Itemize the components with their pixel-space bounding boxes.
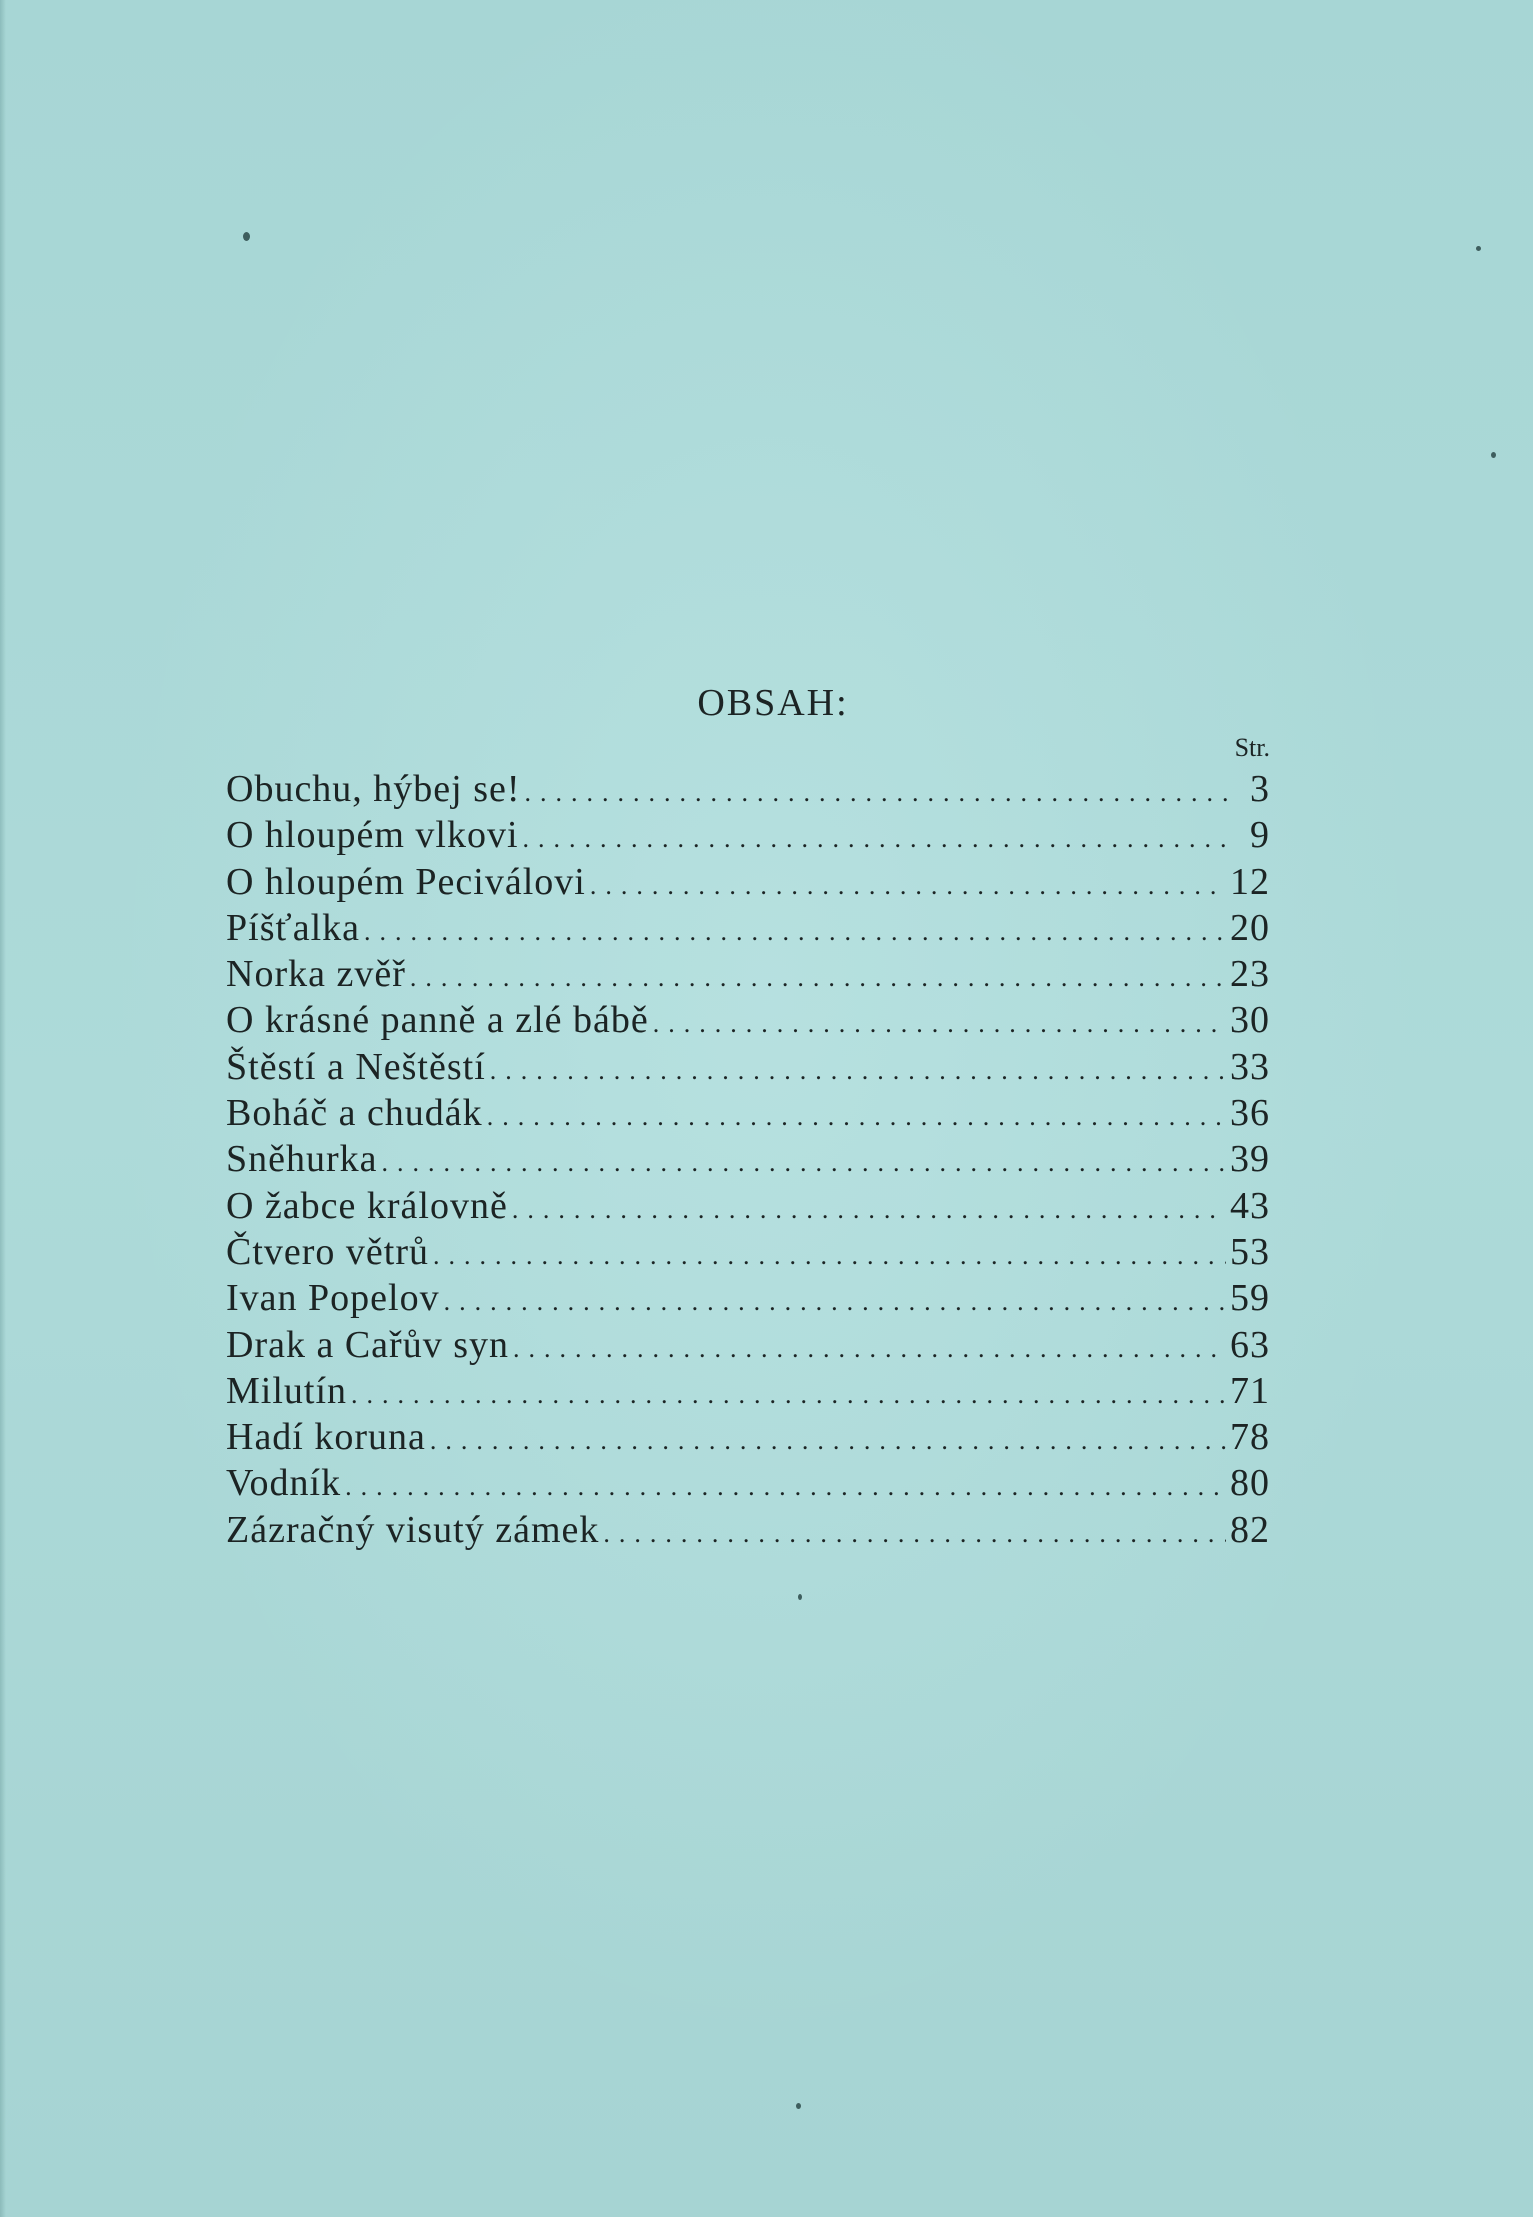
toc-entry-title: Drak a Cařův syn: [226, 1323, 509, 1366]
dot-leader: [653, 1001, 1226, 1047]
paper-speck: [798, 1594, 802, 1600]
toc-entry-page-number: 71: [1230, 1369, 1270, 1412]
toc-entry: [226, 812, 1270, 858]
toc-entry-page-number: 59: [1230, 1277, 1270, 1320]
page-edge: [0, 0, 6, 2217]
toc-entry: [226, 1090, 1270, 1136]
toc-entry-page-number: 39: [1230, 1138, 1270, 1181]
toc-entry-title: Obuchu, hýbej se!: [226, 768, 521, 810]
table-of-contents: [226, 680, 1270, 1553]
toc-entry: [226, 1275, 1270, 1321]
toc-entry-title: O žabce královně: [226, 1184, 508, 1227]
toc-entry-title: Boháč a chudák: [226, 1092, 483, 1135]
paper-speck: [243, 232, 250, 241]
dot-leader: [345, 1464, 1226, 1510]
toc-entry-title: Norka zvěř: [226, 953, 406, 996]
toc-entry: [226, 997, 1270, 1043]
toc-entry-page-number: 30: [1230, 999, 1270, 1042]
toc-entry-page-number: 20: [1230, 906, 1270, 949]
toc-entry: [226, 1229, 1270, 1275]
dot-leader: [351, 1372, 1226, 1418]
dot-leader: [487, 1094, 1226, 1140]
toc-entry-page-number: 43: [1230, 1184, 1270, 1227]
toc-entry: [226, 1136, 1270, 1182]
toc-entry: [226, 1368, 1270, 1414]
toc-entry-page-number: 12: [1230, 860, 1270, 903]
toc-entry: [226, 766, 1270, 812]
dot-leader: [512, 1187, 1226, 1233]
dot-leader: [513, 1326, 1226, 1372]
toc-entry-title: O hloupém vlkovi: [226, 814, 519, 857]
dot-leader: [603, 1511, 1226, 1557]
toc-entry-page-number: 9: [1250, 814, 1270, 857]
dot-leader: [490, 1048, 1226, 1094]
dot-leader: [590, 863, 1226, 909]
toc-entry-title: Ivan Popelov: [226, 1277, 440, 1320]
toc-entry: [226, 1044, 1270, 1090]
toc-entry-title: Sněhurka: [226, 1138, 378, 1181]
toc-entry-title: O hloupém Peciválovi: [226, 860, 586, 903]
toc-entry-page-number: 3: [1250, 768, 1270, 810]
dot-leader: [382, 1140, 1226, 1186]
paper-speck: [1476, 246, 1481, 251]
dot-leader: [444, 1279, 1226, 1325]
toc-entry-page-number: 36: [1230, 1092, 1270, 1135]
dot-leader: [364, 909, 1226, 955]
toc-entry: [226, 905, 1270, 951]
dot-leader: [410, 955, 1226, 1001]
toc-entry-title: O krásné panně a zlé bábě: [226, 999, 649, 1042]
toc-heading: OBSAH:: [697, 682, 849, 724]
page-column-label: Str.: [1234, 733, 1270, 762]
paper-speck: [796, 2103, 801, 2109]
toc-entry-title: Milutín: [226, 1369, 348, 1412]
dot-leader: [525, 770, 1230, 816]
toc-entry: [226, 1414, 1270, 1460]
toc-entry-page-number: 63: [1230, 1323, 1270, 1366]
toc-entry-page-number: 53: [1230, 1230, 1270, 1273]
toc-entry-title: Vodník: [226, 1462, 342, 1505]
dot-leader: [523, 816, 1230, 862]
toc-entry-page-number: 23: [1230, 953, 1270, 996]
dot-leader: [430, 1418, 1226, 1464]
toc-entry-page-number: 82: [1230, 1508, 1270, 1551]
dot-leader: [433, 1233, 1226, 1279]
toc-entry-title: Čtvero větrů: [226, 1230, 430, 1273]
toc-entry-title: Štěstí a Neštěstí: [226, 1045, 486, 1088]
toc-entry-page-number: 33: [1230, 1045, 1270, 1088]
toc-entry: [226, 859, 1270, 905]
toc-entry: [226, 1183, 1270, 1229]
toc-entry: [226, 1507, 1270, 1553]
toc-entry: [226, 1322, 1270, 1368]
toc-entry-title: Hadí koruna: [226, 1416, 426, 1459]
toc-entry: [226, 1460, 1270, 1506]
toc-entry-title: Zázračný visutý zámek: [226, 1508, 600, 1551]
toc-entry-list: [226, 766, 1270, 1553]
toc-entry-page-number: 80: [1230, 1462, 1270, 1505]
paper-speck: [1491, 452, 1496, 458]
toc-entry: [226, 951, 1270, 997]
toc-entry-page-number: 78: [1230, 1416, 1270, 1459]
toc-entry-title: Píšťalka: [226, 906, 361, 949]
